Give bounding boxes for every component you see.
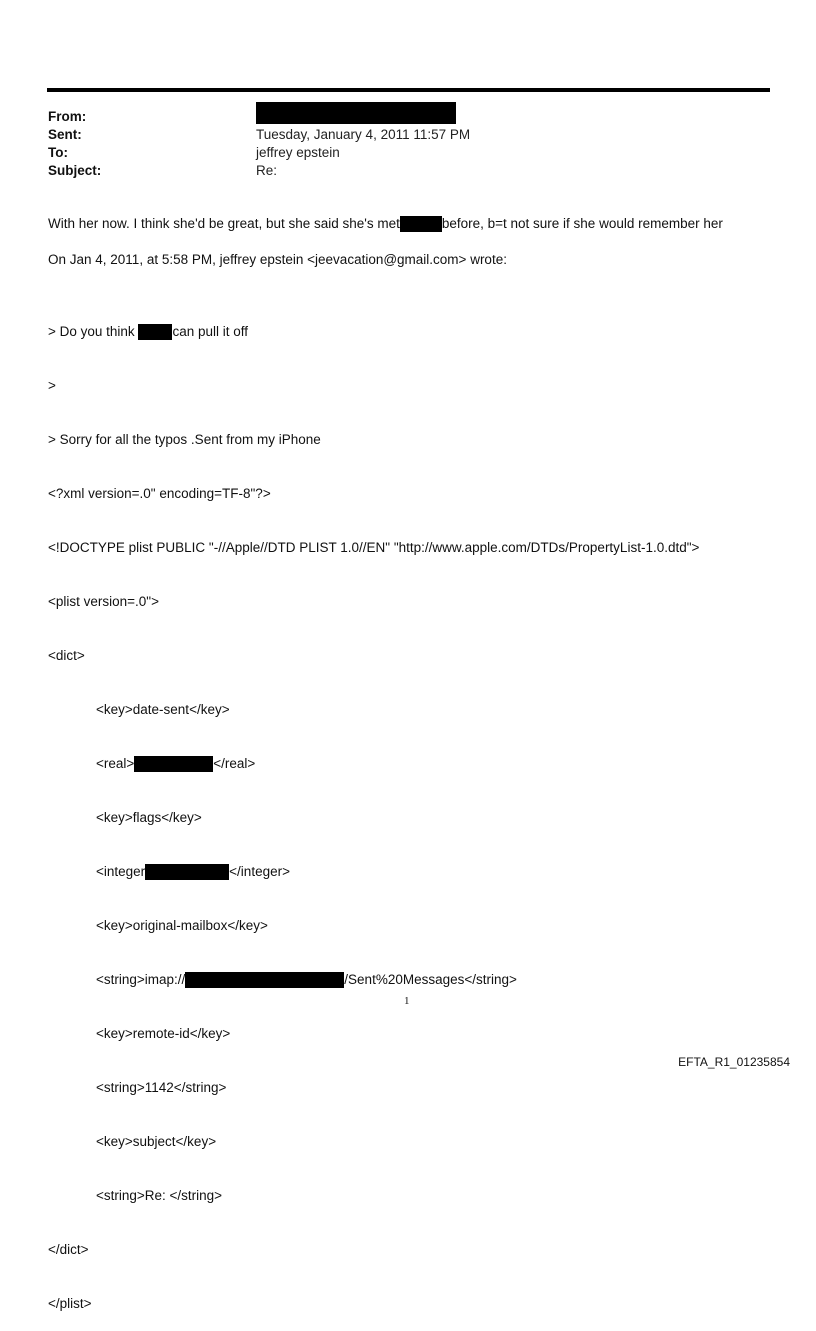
redaction-box xyxy=(185,972,344,988)
sent-row xyxy=(48,126,748,144)
plist-text: <integer xyxy=(96,864,146,879)
message-text: before, b=t not sure if she would remember her xyxy=(441,216,723,231)
email-header xyxy=(48,108,748,180)
quoted-block xyxy=(48,287,699,1331)
quoted-line: > xyxy=(48,378,56,393)
doctype-line: <!DOCTYPE plist PUBLIC "-//Apple//DTD PLIST 1.0//EN" "http://www.apple.com/DTDs/PropertyList-1.0.dtd"> xyxy=(48,540,700,555)
quoted-text: can pull it off xyxy=(172,324,248,339)
plist-string-imap xyxy=(48,971,699,989)
from-row xyxy=(48,108,748,126)
quoted-text: > Do you think xyxy=(48,324,139,339)
quoted-line xyxy=(48,323,699,341)
to-value: jeffrey epstein xyxy=(256,145,340,160)
plist-key-original-mailbox: <key>original-mailbox</key> xyxy=(96,918,268,933)
redaction-box xyxy=(145,864,229,880)
plist-text: </real> xyxy=(213,756,256,771)
sent-label: Sent: xyxy=(48,127,82,142)
dict-close: </dict> xyxy=(48,1242,89,1257)
redaction-box xyxy=(134,756,213,772)
plist-key-flags: <key>flags</key> xyxy=(96,810,202,825)
plist-real xyxy=(48,755,699,773)
plist-key-subject: <key>subject</key> xyxy=(96,1134,217,1149)
xml-declaration: <?xml version=.0" encoding=TF-8"?> xyxy=(48,486,271,501)
page-number: 1 xyxy=(404,995,410,1007)
dict-open: <dict> xyxy=(48,648,85,663)
subject-row xyxy=(48,162,748,180)
from-value-redacted xyxy=(256,102,456,124)
sent-value: Tuesday, January 4, 2011 11:57 PM xyxy=(256,127,471,142)
plist-integer xyxy=(48,863,699,881)
plist-close: </plist> xyxy=(48,1296,92,1311)
message-text: With her now. I think she'd be great, but she said she's met xyxy=(48,216,400,231)
from-label: From: xyxy=(48,109,87,124)
document-id: EFTA_R1_01235854 xyxy=(678,1055,790,1069)
quote-intro: On Jan 4, 2011, at 5:58 PM, jeffrey epstein <jeevacation@gmail.com> wrote: xyxy=(48,252,507,267)
subject-value: Re: xyxy=(256,163,278,178)
redaction-box xyxy=(256,102,456,124)
plist-string-remote-id: <string>1142</string> xyxy=(96,1080,227,1095)
to-row xyxy=(48,144,748,162)
plist-text: /Sent%20Messages</string> xyxy=(344,972,517,987)
plist-text: <real> xyxy=(96,756,135,771)
redaction-box xyxy=(400,216,442,232)
plist-key-date-sent: <key>date-sent</key> xyxy=(96,702,230,717)
quoted-line: > Sorry for all the typos .Sent from my iPhone xyxy=(48,432,321,447)
plist-open: <plist version=.0"> xyxy=(48,594,159,609)
subject-label: Subject: xyxy=(48,163,102,178)
redaction-box xyxy=(138,324,172,340)
plist-string-subject: <string>Re: </string> xyxy=(96,1188,223,1203)
plist-key-remote-id: <key>remote-id</key> xyxy=(96,1026,231,1041)
plist-text: <string>imap:// xyxy=(96,972,186,987)
header-rule xyxy=(47,88,770,92)
plist-text: </integer> xyxy=(229,864,290,879)
message-line-1 xyxy=(48,215,723,233)
to-label: To: xyxy=(48,145,68,160)
